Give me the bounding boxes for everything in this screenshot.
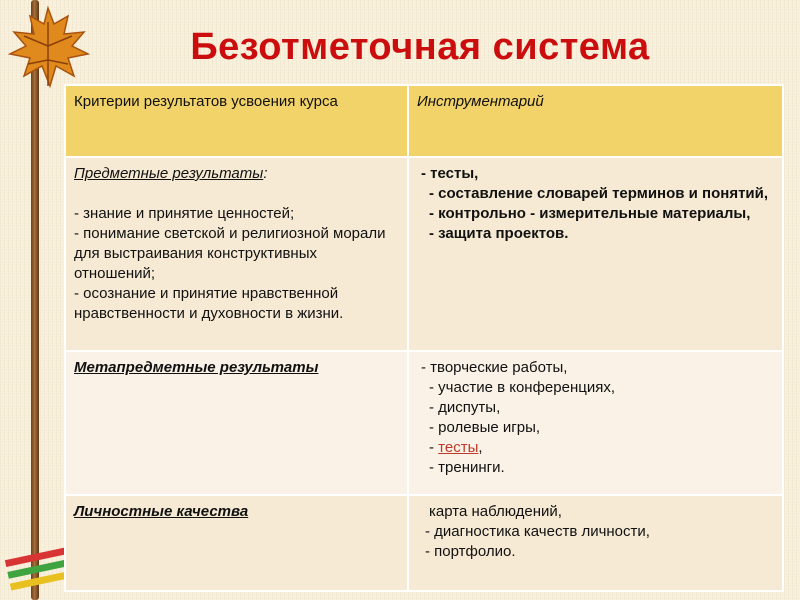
list-item: - составление словарей терминов и понятий, [429,185,769,202]
criterion-heading: Предметные результаты [74,165,264,182]
list-item [417,438,774,458]
criteria-table [64,84,784,592]
criterion-heading: Метапредметные результаты [74,359,319,376]
criterion-heading: Личностные качества [74,503,249,520]
list-item: - знание и принятие ценностей; [74,205,295,222]
criteria-cell [65,495,408,591]
table-row [65,351,783,495]
list-item: - контрольно - измерительные материалы, [429,205,751,222]
header-tools: Инструментарий [408,85,783,157]
tests-link[interactable]: тесты [438,439,479,456]
list-item: - творческие работы, [421,359,568,376]
criteria-cell [65,351,408,495]
list-item: - защита проектов. [429,225,569,242]
list-item: - тренинги. [429,459,505,476]
list-item: - участие в конференциях, [429,379,615,396]
criterion-suffix: : [263,165,268,182]
tools-cell [408,157,783,351]
table-row [65,157,783,351]
table-header-row [65,85,783,157]
list-item: - портфолио. [425,543,516,560]
list-item: - тесты, [421,165,479,182]
list-item: - понимание светской и религиозной морали для выстраивания конструктивных отношений; [74,225,386,282]
tools-cell [408,351,783,495]
list-item: карта наблюдений, [429,503,562,520]
tools-cell [408,495,783,591]
list-item: - ролевые игры, [429,419,541,436]
criteria-cell [65,157,408,351]
header-criteria: Критерии результатов усвоения курса [65,85,408,157]
list-item-suffix: , [478,439,483,456]
list-item: - диспуты, [429,399,501,416]
list-item: - осознание и принятие нравственной нравственности и духовности в жизни. [74,285,344,322]
page-title: Безотметочная система [190,26,650,68]
list-item: - диагностика качеств личности, [425,523,650,540]
list-item-prefix: - [429,439,439,456]
table-row [65,495,783,591]
